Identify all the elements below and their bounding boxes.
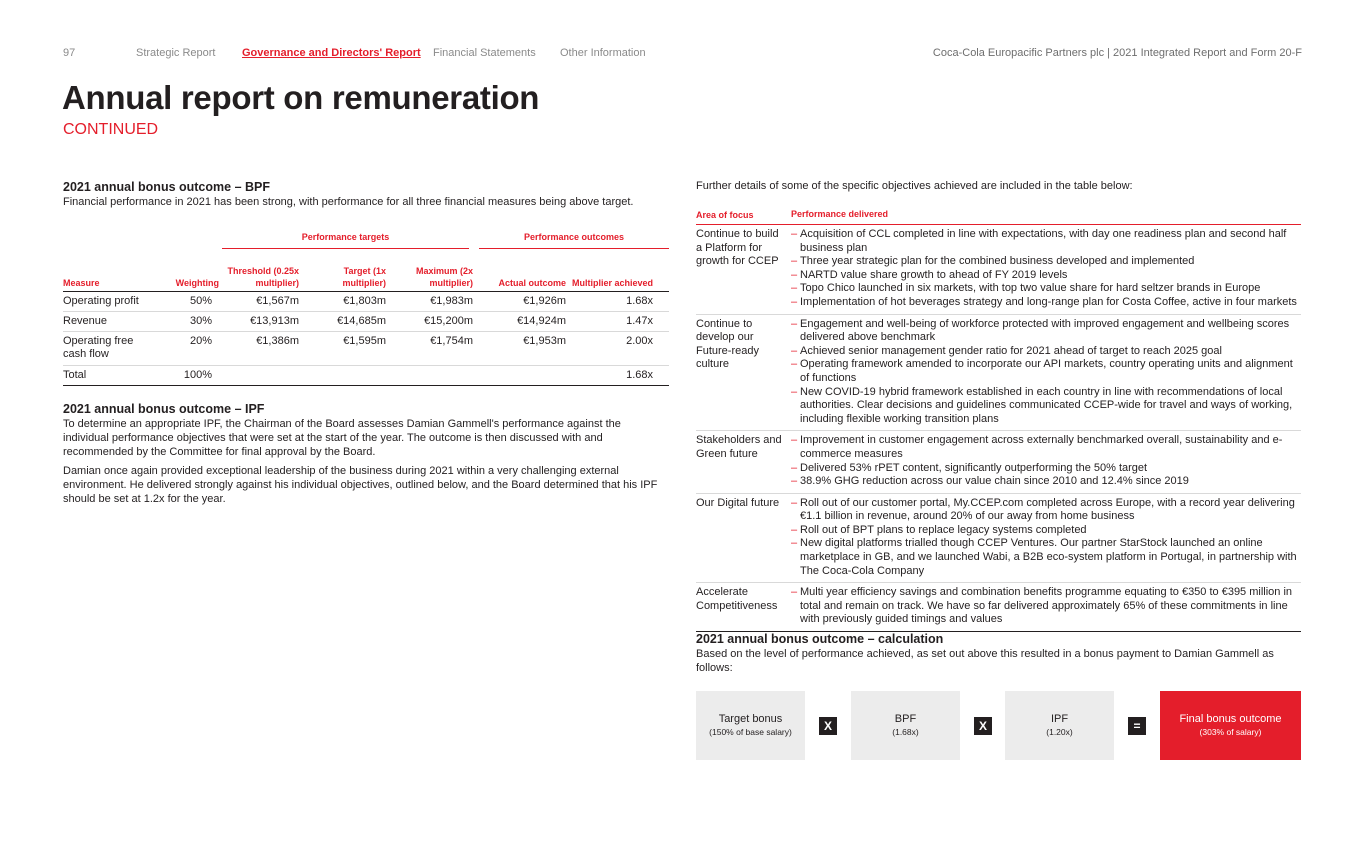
ipf-paragraph-2: Damian once again provided exceptional leadership of the business during 2021 within a very challenging external environment. He delivered strongly against his individual objectives, outlined below, and the Board determined that his IPF should be set at 1.2x for the year. [63,465,658,505]
objective-item: – Achieved senior management gender ratio for 2021 ahead of target to reach 2025 goal [791,345,1301,359]
target-bonus-label: Target bonus [718,713,783,725]
ipf-sub: (1.20x) [1046,727,1073,737]
bpf-intro: Financial performance in 2021 has been strong, with performance for all three financial measures being above target. [63,196,634,208]
calculation-intro: Based on the level of performance achieved, as set out above this resulted in a bonus payment to Damian Gammell as follows: [696,648,1274,674]
cell-maximum: €1,983m [386,291,473,311]
cell-actual: €1,926m [473,291,569,311]
objective-row [696,431,1301,493]
objective-items [791,497,1301,579]
table-row [63,331,669,365]
cell-total-label: Total [63,365,151,385]
page-subtitle: CONTINUED [63,121,159,138]
col-multiplier: Multiplier achieved [569,249,669,291]
objective-area: Our Digital future [696,496,780,509]
objective-item: – Roll out of our customer portal, My.CCEP.com completed across Europe, with a record year delivering €1.1 billion in revenue, around 20% of our away from home business [791,497,1301,524]
objectives-intro: Further details of some of the specific objectives achieved are included in the table below: [696,180,1133,192]
target-bonus-sub: (150% of base salary) [709,727,792,737]
bpf-title: 2021 annual bonus outcome – BPF [63,180,270,194]
nav-strategic-report[interactable]: Strategic Report [136,47,216,59]
top-navigation [63,47,1302,61]
document-title: Coca-Cola Europacific Partners plc | 2021 Integrated Report and Form 20-F [932,47,1302,59]
col-actual: Actual outcome [473,249,569,291]
cell-threshold: €13,913m [219,311,299,331]
objective-item: – Three year strategic plan for the combined business developed and implemented [791,255,1301,269]
col-threshold: Threshold (0.25x multiplier) [219,249,299,291]
calculation-title: 2021 annual bonus outcome – calculation [696,632,944,646]
calculation-section [696,632,1301,675]
cell-target: €1,803m [299,291,386,311]
cell-target: €1,595m [299,331,386,365]
cell-actual: €1,953m [473,331,569,365]
table-row [63,311,669,331]
cell-maximum: €15,200m [386,311,473,331]
cell-target: €14,685m [299,311,386,331]
bpf-table [63,232,669,386]
multiply-sign: X [974,717,992,735]
equals-sign: = [1128,717,1146,735]
table-header-row [63,249,669,291]
objective-row [696,583,1301,632]
page-title: Annual report on remuneration [62,79,540,116]
cell-measure: Operating profit [63,291,151,311]
cell-threshold: €1,567m [219,291,299,311]
objective-row [696,225,1301,315]
objective-items [791,586,1301,627]
cell-weighting: 20% [151,331,219,365]
final-bonus-box [1160,691,1301,760]
bpf-box [851,691,960,760]
cell-multiplier: 2.00x [569,331,669,365]
ipf-label: IPF [1050,713,1069,725]
cell-maximum: €1,754m [386,331,473,365]
col-maximum: Maximum (2x multiplier) [386,249,473,291]
objective-item: – Acquisition of CCL completed in line with expectations, with day one readiness plan and second half business plan [791,228,1301,255]
col-weighting: Weighting [151,249,219,291]
objective-item: – Topo Chico launched in six markets, with top two value share for hard seltzer brands in Europe [791,282,1301,296]
cell-multiplier: 1.47x [569,311,669,331]
objective-area: Accelerate Competitiveness [696,586,778,612]
ipf-title: 2021 annual bonus outcome – IPF [63,402,265,416]
objective-item: – NARTD value share growth to ahead of FY 2019 levels [791,269,1301,283]
page-number: 97 [63,47,76,59]
cell-multiplier: 1.68x [569,291,669,311]
objective-item: – New COVID-19 hybrid framework established in each country in line with recommendations of local authorities. Clear decisions and guidelines communicated CCEP-wide for travel and ways of working, including flexible working transition plans [791,386,1301,427]
group-head-outcomes: Performance outcomes [479,232,669,249]
cell-total-weighting: 100% [151,365,219,385]
objective-items [791,434,1301,488]
objective-item: – Implementation of hot beverages strategy and long-range plan for Costa Coffee, active in four markets [791,296,1301,310]
objective-items [791,228,1301,310]
objectives-header [696,208,1301,225]
objective-area: Stakeholders and Green future [696,434,782,460]
objective-item: – Multi year efficiency savings and combination benefits programme equating to €350 to €395 million in total and remain on track. We have so far delivered approximately 65% of these commitments in line with previously guided timings and values [791,586,1301,627]
group-head-targets: Performance targets [222,232,469,249]
bonus-formula [696,691,1301,760]
cell-weighting: 50% [151,291,219,311]
objective-item: – New digital platforms trialled though CCEP Ventures. Our partner StarStock launched an online marketplace in GB, and we launched Wabi, a B2B eco-system platform in Portugal, in partnership with The Coca-Cola Company [791,537,1301,578]
col-area-of-focus: Area of focus [696,210,754,220]
target-bonus-box [696,691,805,760]
objective-area: Continue to build a Platform for growth for CCEP [696,228,779,268]
nav-other-information[interactable]: Other Information [560,47,646,59]
col-performance-delivered: Performance delivered [791,209,889,219]
objective-item: – 38.9% GHG reduction across our value chain since 2010 and 12.4% since 2019 [791,475,1301,489]
cell-actual: €14,924m [473,311,569,331]
objective-area: Continue to develop our Future-ready culture [696,317,759,371]
objective-items [791,318,1301,427]
cell-measure: Operating free cash flow [63,331,151,365]
nav-financial-statements[interactable]: Financial Statements [433,47,536,59]
cell-weighting: 30% [151,311,219,331]
objective-row [696,315,1301,432]
cell-total-multiplier: 1.68x [569,365,669,385]
cell-measure: Revenue [63,311,151,331]
multiply-sign: X [819,717,837,735]
bpf-label: BPF [894,713,917,725]
col-measure: Measure [63,249,151,291]
objective-item: – Operating framework amended to incorporate our API markets, country operating units and alignment of functions [791,358,1301,385]
cell-threshold: €1,386m [219,331,299,365]
objective-item: – Roll out of BPT plans to replace legacy systems completed [791,524,1301,538]
table-row [63,291,669,311]
bpf-section [63,180,669,381]
objective-item: – Improvement in customer engagement across externally benchmarked overall, sustainability and e-commerce measures [791,434,1301,461]
objective-item: – Delivered 53% rPET content, significantly outperforming the 50% target [791,462,1301,476]
objectives-table [696,208,1301,632]
ipf-section [63,402,669,506]
col-target: Target (1x multiplier) [299,249,386,291]
objective-item: – Engagement and well-being of workforce protected with improved engagement and wellbeing scores delivered above benchmark [791,318,1301,345]
bpf-sub: (1.68x) [892,727,919,737]
nav-governance[interactable]: Governance and Directors' Report [242,47,421,59]
ipf-box [1005,691,1114,760]
final-bonus-label: Final bonus outcome [1179,713,1282,725]
objective-row [696,494,1301,584]
ipf-paragraph-1: To determine an appropriate IPF, the Chairman of the Board assesses Damian Gammell's performance against the individual performance objectives that were set at the start of the year. The outcome is then discussed with and recommended by the Committee for final approval by the Board. [63,418,621,458]
table-total-row [63,365,669,385]
final-bonus-sub: (303% of salary) [1199,727,1262,737]
